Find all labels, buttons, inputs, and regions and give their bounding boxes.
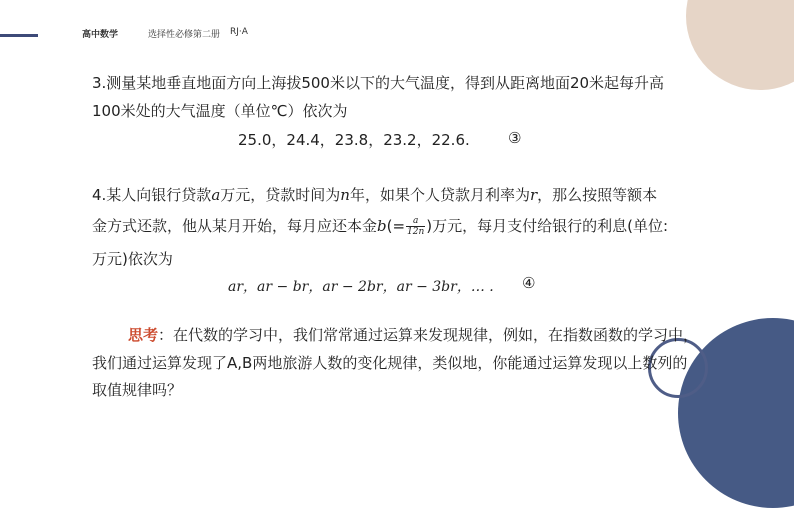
problem3-line1: 3.测量某地垂直地面方向上海拔500米以下的大气温度，得到从距离地面20米起每升高: [92, 74, 665, 92]
think-line3: 取值规律吗？: [92, 381, 183, 399]
problem4-line2-part-b: )万元，每月支付给银行的利息(单位:: [426, 217, 669, 235]
problem3-sequence: 25.0，24.4，23.8，23.2，22.6.: [238, 131, 470, 149]
header-subject-title: 高中数学: [82, 30, 119, 40]
think-line1-text: ：在代数的学习中，我们常常通过运算来发现规律，例如，在指数函数的学习中，: [158, 326, 699, 344]
problem4-marker: ④: [522, 274, 536, 292]
problem4-line1-part-a: 4.某人向银行贷款: [92, 186, 212, 204]
problem4-line1-part-d: ，那么按照等额本: [537, 186, 658, 204]
fraction-denominator: 12n: [407, 227, 425, 237]
decorative-circle-top-right: [686, 0, 794, 90]
problem4-line3: 万元)依次为: [92, 250, 173, 268]
think-line1: [128, 324, 698, 345]
problem4-line2-eq: (=: [386, 217, 406, 235]
problem4-line2: [92, 215, 668, 237]
variable-a: a: [211, 186, 221, 204]
variable-r: r: [529, 186, 538, 204]
header-edition: RJ·A: [230, 27, 248, 37]
problem4-line2-part-a: 金方式还款，他从某月开始，每月应还本金: [92, 217, 378, 235]
variable-b: b: [377, 217, 387, 235]
header-book-title: 选择性必修第二册: [148, 30, 221, 40]
fraction-numerator: a: [406, 216, 425, 227]
variable-n: n: [340, 186, 350, 204]
problem3-marker: ③: [508, 129, 522, 147]
problem3-line2: 100米处的大气温度（单位℃）依次为: [92, 102, 348, 120]
problem4-line1-part-b: 万元，贷款时间为: [220, 186, 341, 204]
problem4-line1-part-c: 年，如果个人贷款月利率为: [349, 186, 530, 204]
think-line2: 我们通过运算发现了A,B两地旅游人数的变化规律，类似地，你能通过运算发现以上数列的: [92, 354, 688, 372]
fraction-a-over-12n: [406, 216, 425, 237]
think-label: 思考: [128, 326, 159, 344]
problem4-line1: [92, 184, 657, 205]
header-accent-bar: [0, 34, 38, 37]
problem4-sequence: ar，ar − br，ar − 2br，ar − 3br，… .: [228, 279, 494, 295]
